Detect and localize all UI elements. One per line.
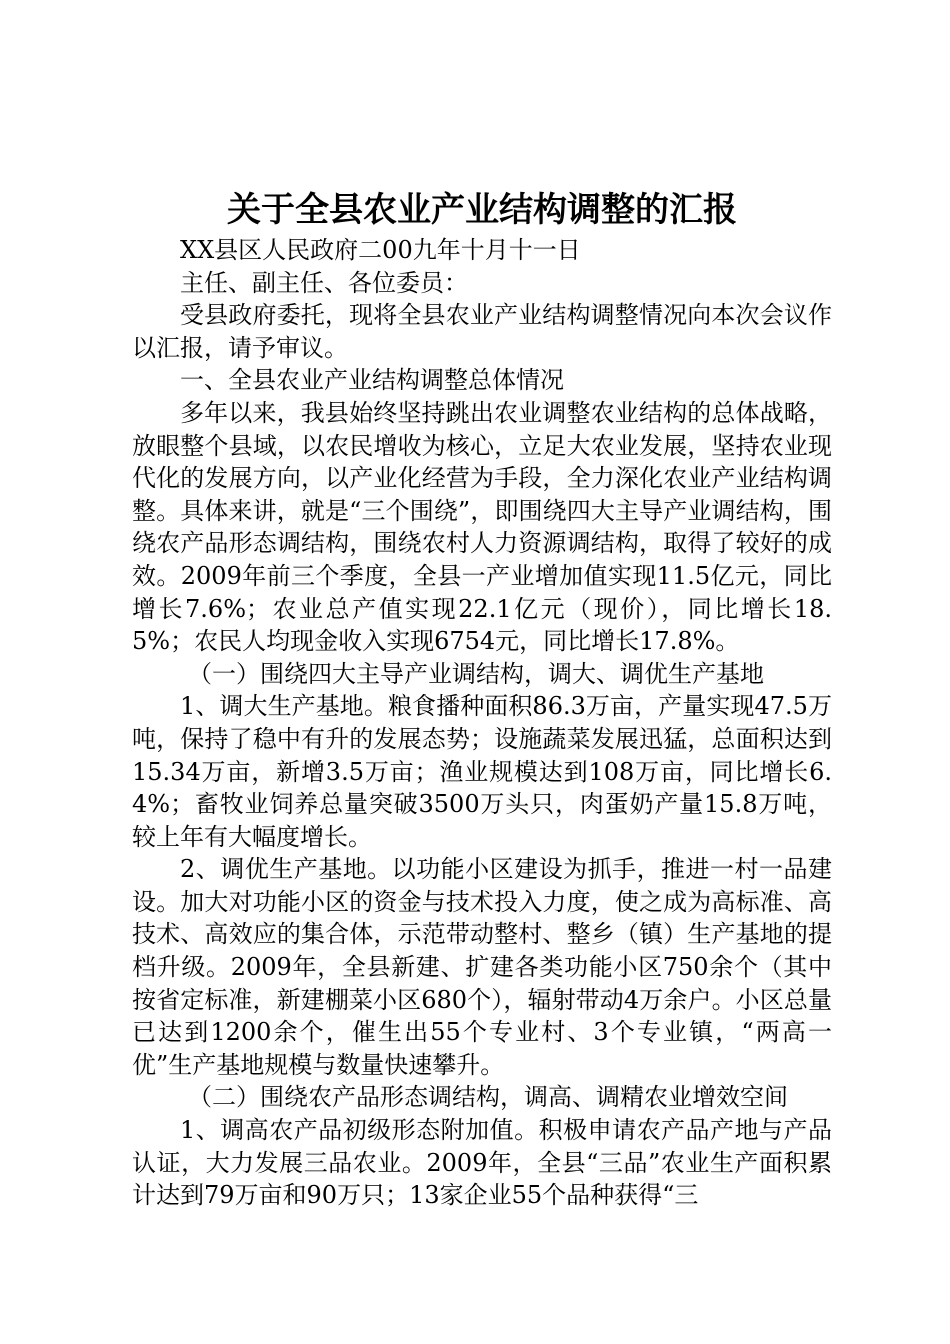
document-body [132,234,832,1212]
document-title: 关于全县农业产业结构调整的汇报 [227,190,737,230]
subsection-heading: （一）围绕四大主导产业调结构，调大、调优生产基地 [188,659,764,688]
body-paragraph: 1、调大生产基地。粮食播种面积86.3万亩，产量实现47.5万吨，保持了稳中有升的发展态势；设施蔬菜发展迅猛，总面积达到15.34万亩，新增3.5万亩；渔业规模达到108万亩，同比增长6.4%；畜牧业饲养总量突破3500万头只，肉蛋奶产量15.8万吨，较上年有大幅度增长。 [132,692,832,851]
body-paragraph: 多年以来，我县始终坚持跳出农业调整农业结构的总体战略，放眼整个县域，以农民增收为核心，立足大农业发展，坚持农业现代化的发展方向，以产业化经营为手段，全力深化农业产业结构调整。具体来讲，就是“三个围绕”，即围绕四大主导产业调结构，围绕农产品形态调结构，围绕农村人力资源调结构，取得了较好的成效。2009年前三个季度，全县一产业增加值实现11.5亿元，同比增长7.6%；农业总产值实现22.1亿元（现价），同比增长18.5%；农民人均现金收入实现6754元，同比增长17.8%。 [132,398,832,656]
intro-paragraph: 受县政府委托，现将全县农业产业结构调整情况向本次会议作以汇报，请予审议。 [132,301,832,362]
body-paragraph: 2、调优生产基地。以功能小区建设为抓手，推进一村一品建设。加大对功能小区的资金与技术投入力度，使之成为高标准、高技术、高效应的集合体，示范带动整村、整乡（镇）生产基地的提档升级。2009年，全县新建、扩建各类功能小区750余个（其中按省定标准，新建棚菜小区680个），辐射带动4万余户。小区总量已达到1200余个，催生出55个专业村、3个专业镇，“两高一优”生产基地规模与数量快速攀升。 [132,855,832,1079]
section-heading: 一、全县农业产业结构调整总体情况 [180,366,564,395]
salutation: 主任、副主任、各位委员： [180,268,468,297]
body-paragraph: 1、调高农产品初级形态附加值。积极申请农产品产地与产品认证，大力发展三品农业。2009年，全县“三品”农业生产面积累计达到79万亩和90万只；13家企业55个品种获得“三 [132,1116,832,1210]
subsection-heading: （二）围绕农产品形态调结构，调高、调精农业增效空间 [188,1083,788,1112]
document-date-line: XX县区人民政府二00九年十月十一日 [180,236,581,264]
